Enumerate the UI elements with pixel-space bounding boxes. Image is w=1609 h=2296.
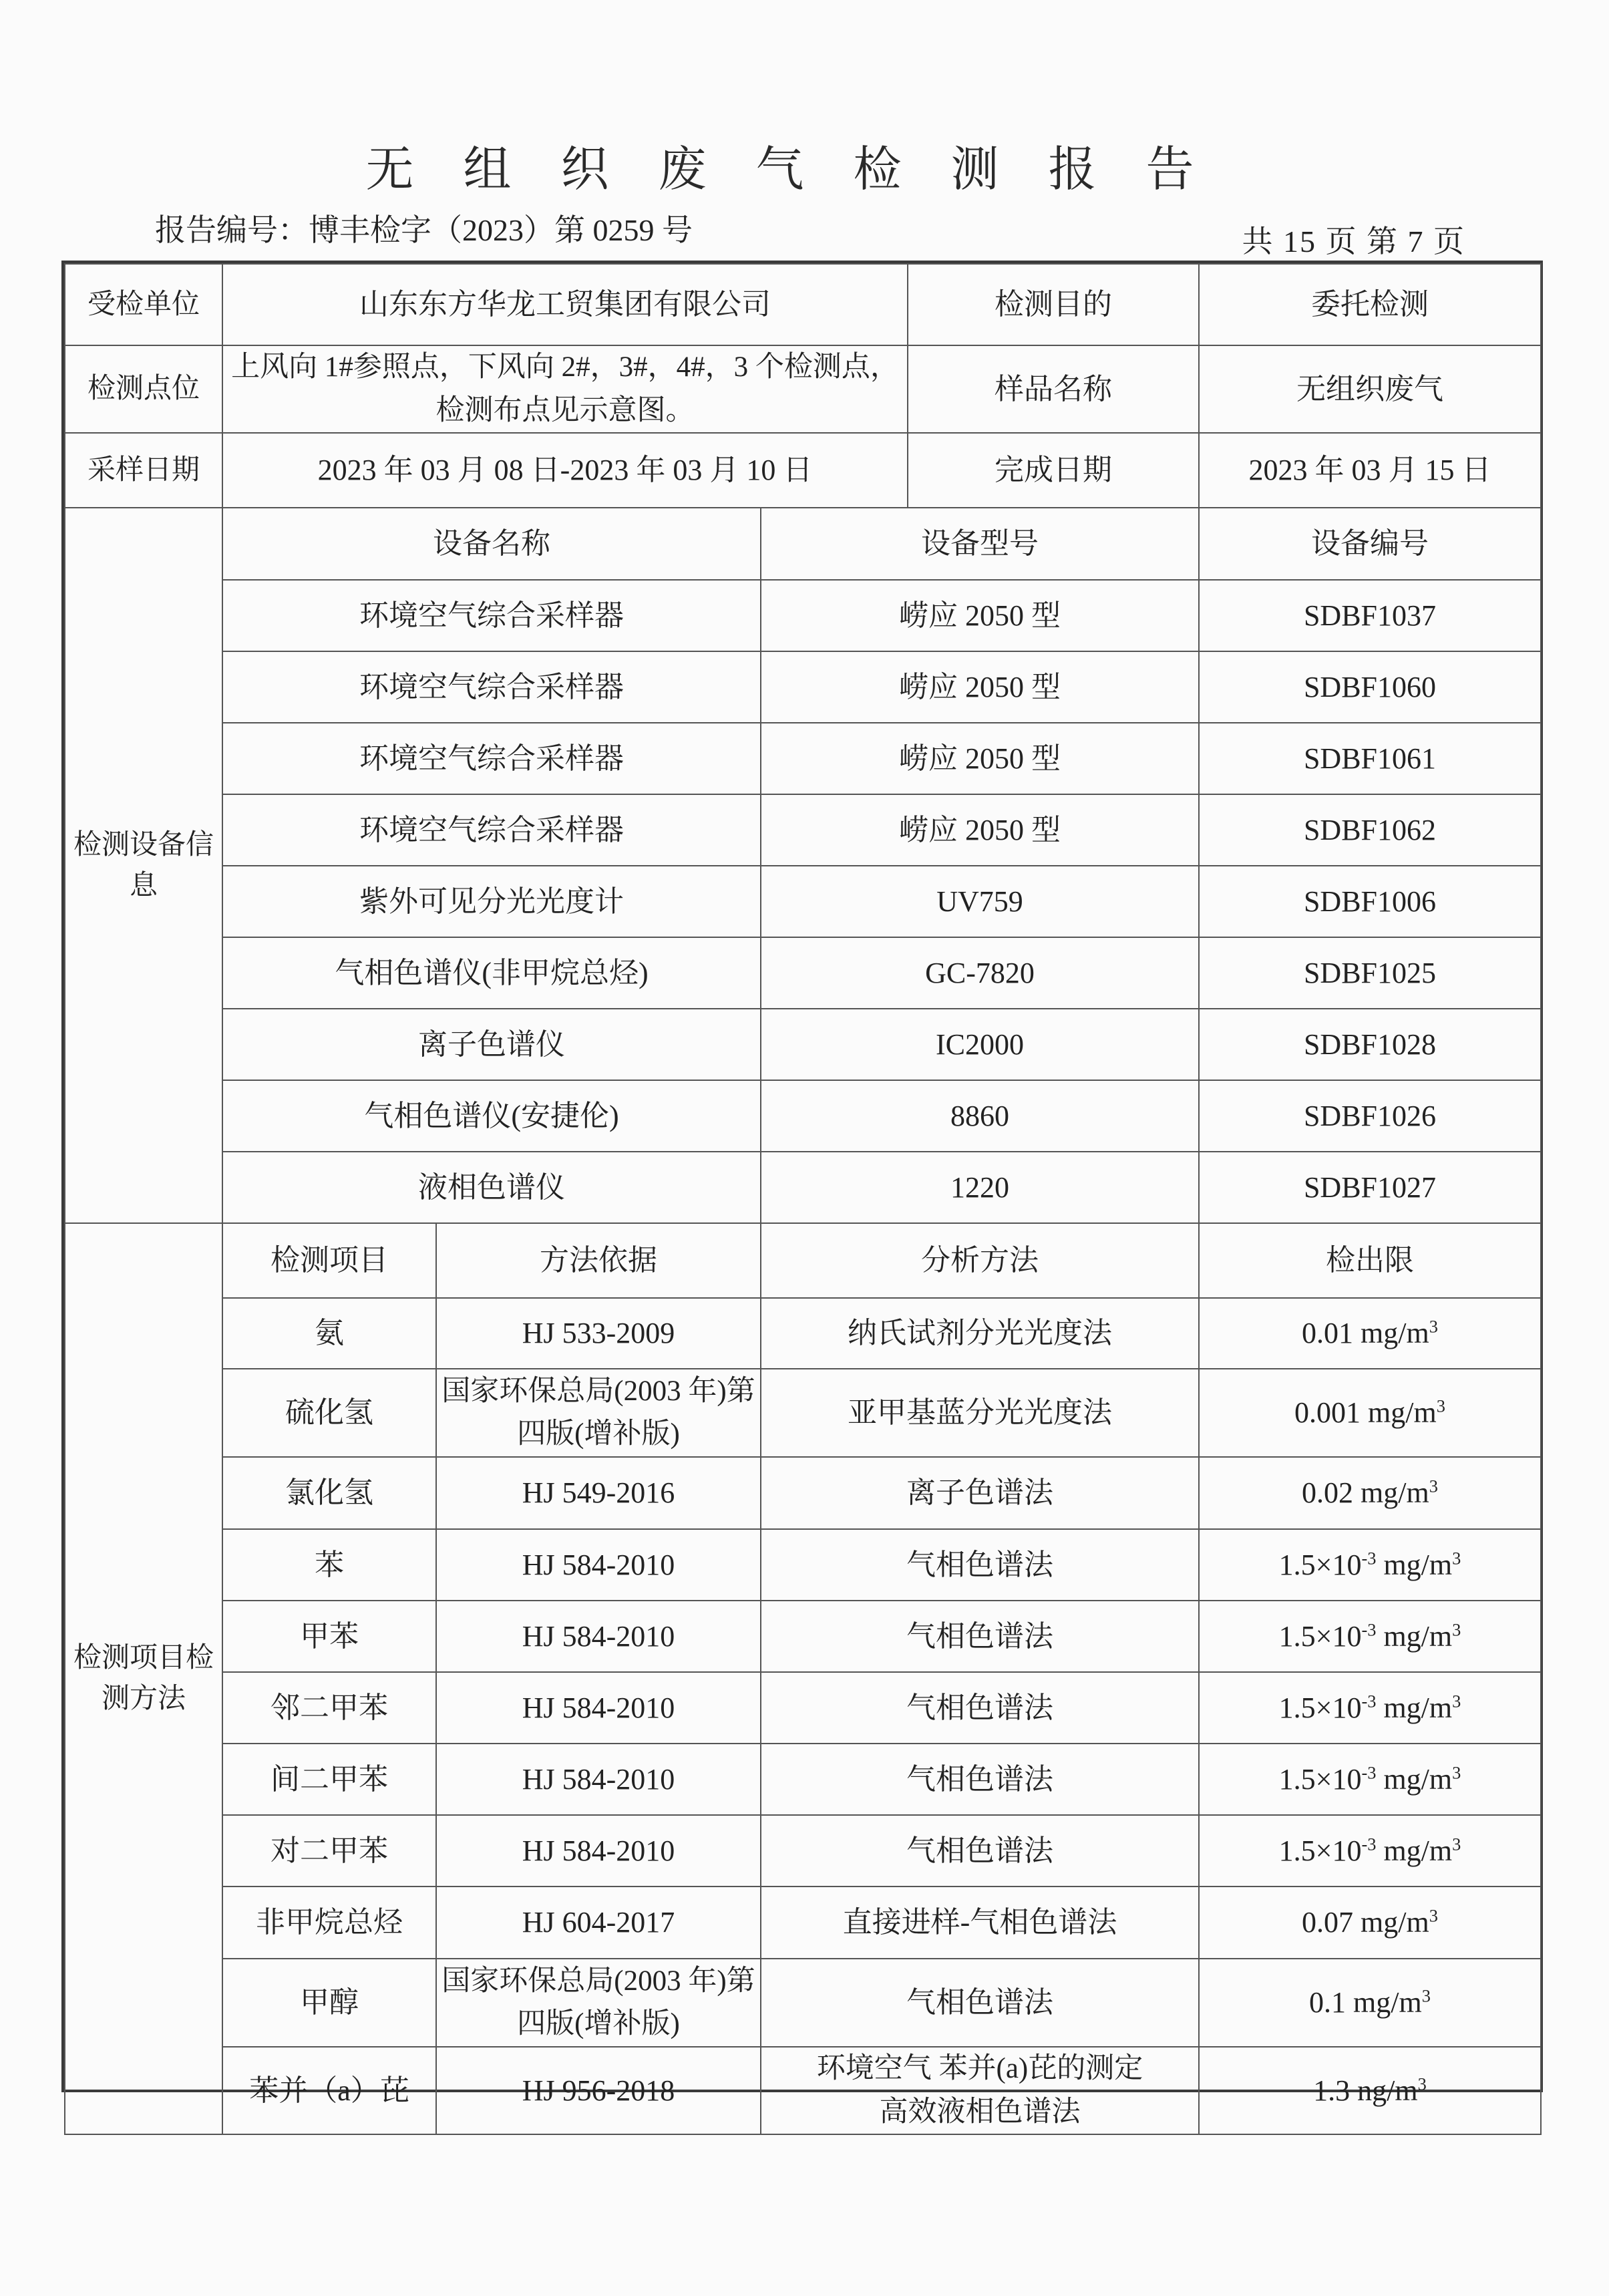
equipment-model: IC2000 bbox=[761, 1009, 1199, 1080]
equipment-model: 崂应 2050 型 bbox=[761, 651, 1199, 723]
equipment-name: 液相色谱仪 bbox=[222, 1152, 761, 1223]
methods-row bbox=[65, 1959, 1541, 2047]
methods-header-limit: 检出限 bbox=[1199, 1223, 1541, 1298]
method-limit: 0.1 $mg/m^3$ bbox=[1199, 1959, 1541, 2047]
method-limit: $1.5\times 10^{-3}$ $mg/m^3$ bbox=[1199, 1529, 1541, 1601]
methods-row bbox=[65, 1298, 1541, 1369]
unit-value: 山东东方华龙工贸集团有限公司 bbox=[222, 264, 908, 345]
method-analysis: 环境空气 苯并(a)芘的测定高效液相色谱法 bbox=[761, 2047, 1199, 2134]
method-analysis: 亚甲基蓝分光光度法 bbox=[761, 1369, 1199, 1457]
methods-row bbox=[65, 1457, 1541, 1529]
info-row-point bbox=[65, 345, 1541, 433]
method-item: 间二甲苯 bbox=[222, 1744, 436, 1815]
equipment-model: 1220 bbox=[761, 1152, 1199, 1223]
method-analysis: 气相色谱法 bbox=[761, 1601, 1199, 1672]
equipment-header-code: 设备编号 bbox=[1199, 508, 1541, 580]
equipment-row bbox=[65, 937, 1541, 1009]
methods-row bbox=[65, 1529, 1541, 1601]
equipment-row bbox=[65, 580, 1541, 651]
equipment-header-model: 设备型号 bbox=[761, 508, 1199, 580]
method-basis: 国家环保总局(2003 年)第四版(增补版) bbox=[436, 1959, 761, 2047]
methods-row bbox=[65, 1744, 1541, 1815]
equipment-row bbox=[65, 1009, 1541, 1080]
method-basis: HJ 584-2010 bbox=[436, 1672, 761, 1744]
equipment-section-label: 检测设备信息 bbox=[65, 508, 222, 1223]
method-basis: HJ 584-2010 bbox=[436, 1815, 761, 1887]
equipment-code: SDBF1026 bbox=[1199, 1080, 1541, 1152]
point-value: 上风向 1#参照点，下风向 2#，3#，4#，3 个检测点，检测布点见示意图。 bbox=[222, 345, 908, 433]
methods-header-row bbox=[65, 1223, 1541, 1298]
methods-header-basis: 方法依据 bbox=[436, 1223, 761, 1298]
method-basis: HJ 584-2010 bbox=[436, 1601, 761, 1672]
method-analysis: 气相色谱法 bbox=[761, 1959, 1199, 2047]
equipment-code: SDBF1027 bbox=[1199, 1152, 1541, 1223]
method-limit: 0.07 $mg/m^3$ bbox=[1199, 1887, 1541, 1959]
method-item: 非甲烷总烃 bbox=[222, 1887, 436, 1959]
equipment-code: SDBF1061 bbox=[1199, 723, 1541, 794]
method-basis: HJ 584-2010 bbox=[436, 1529, 761, 1601]
equipment-row bbox=[65, 866, 1541, 937]
methods-row bbox=[65, 1369, 1541, 1457]
report-title: 无组织废气检测报告 bbox=[365, 141, 1244, 197]
equipment-row bbox=[65, 1080, 1541, 1152]
method-limit: $1.5\times 10^{-3}$ $mg/m^3$ bbox=[1199, 1672, 1541, 1744]
info-row-date bbox=[65, 433, 1541, 508]
method-item: 氯化氢 bbox=[222, 1457, 436, 1529]
method-limit: $1.5\times 10^{-3}$ $mg/m^3$ bbox=[1199, 1744, 1541, 1815]
equipment-name: 气相色谱仪(安捷伦) bbox=[222, 1080, 761, 1152]
method-analysis: 直接进样-气相色谱法 bbox=[761, 1887, 1199, 1959]
method-limit: 0.02 $mg/m^3$ bbox=[1199, 1457, 1541, 1529]
method-basis: HJ 549-2016 bbox=[436, 1457, 761, 1529]
method-limit: 0.01 $mg/m^3$ bbox=[1199, 1298, 1541, 1369]
method-item: 对二甲苯 bbox=[222, 1815, 436, 1887]
equipment-header-name: 设备名称 bbox=[222, 508, 761, 580]
methods-header-item: 检测项目 bbox=[222, 1223, 436, 1298]
equipment-code: SDBF1006 bbox=[1199, 866, 1541, 937]
sample-label: 样品名称 bbox=[908, 345, 1199, 433]
method-limit: $1.5\times 10^{-3}$ $mg/m^3$ bbox=[1199, 1815, 1541, 1887]
equipment-code: SDBF1025 bbox=[1199, 937, 1541, 1009]
method-item: 甲苯 bbox=[222, 1601, 436, 1672]
method-limit: 1.3 $ng/m^3$ bbox=[1199, 2047, 1541, 2134]
methods-row bbox=[65, 1672, 1541, 1744]
method-item: 苯 bbox=[222, 1529, 436, 1601]
finish-value: 2023 年 03 月 15 日 bbox=[1199, 433, 1541, 508]
method-basis: HJ 956-2018 bbox=[436, 2047, 761, 2134]
equipment-name: 环境空气综合采样器 bbox=[222, 580, 761, 651]
equipment-model: 8860 bbox=[761, 1080, 1199, 1152]
equipment-name: 环境空气综合采样器 bbox=[222, 794, 761, 866]
equipment-model: 崂应 2050 型 bbox=[761, 580, 1199, 651]
equipment-model: GC-7820 bbox=[761, 937, 1199, 1009]
methods-header-method: 分析方法 bbox=[761, 1223, 1199, 1298]
unit-label: 受检单位 bbox=[65, 264, 222, 345]
method-analysis: 气相色谱法 bbox=[761, 1672, 1199, 1744]
info-row-unit bbox=[65, 264, 1541, 345]
equipment-name: 紫外可见分光光度计 bbox=[222, 866, 761, 937]
equipment-code: SDBF1028 bbox=[1199, 1009, 1541, 1080]
methods-row bbox=[65, 1601, 1541, 1672]
report-table bbox=[64, 263, 1542, 2135]
method-item: 苯并（a）芘 bbox=[222, 2047, 436, 2134]
methods-row bbox=[65, 2047, 1541, 2134]
method-analysis: 纳氏试剂分光光度法 bbox=[761, 1298, 1199, 1369]
equipment-row bbox=[65, 1152, 1541, 1223]
equipment-name: 离子色谱仪 bbox=[222, 1009, 761, 1080]
equipment-row bbox=[65, 723, 1541, 794]
method-analysis: 气相色谱法 bbox=[761, 1529, 1199, 1601]
method-basis: HJ 584-2010 bbox=[436, 1744, 761, 1815]
method-basis: HJ 604-2017 bbox=[436, 1887, 761, 1959]
date-value: 2023 年 03 月 08 日-2023 年 03 月 10 日 bbox=[222, 433, 908, 508]
report-number: 报告编号：博丰检字（2023）第 0259 号 bbox=[155, 213, 693, 247]
equipment-code: SDBF1062 bbox=[1199, 794, 1541, 866]
equipment-code: SDBF1060 bbox=[1199, 651, 1541, 723]
method-limit: 0.001 $mg/m^3$ bbox=[1199, 1369, 1541, 1457]
page-indicator: 共 15 页 第 7 页 bbox=[1242, 224, 1465, 259]
finish-label: 完成日期 bbox=[908, 433, 1199, 508]
methods-row bbox=[65, 1887, 1541, 1959]
equipment-row bbox=[65, 794, 1541, 866]
equipment-name: 环境空气综合采样器 bbox=[222, 651, 761, 723]
equipment-model: UV759 bbox=[761, 866, 1199, 937]
equipment-header-row bbox=[65, 508, 1541, 580]
sample-value: 无组织废气 bbox=[1199, 345, 1541, 433]
method-basis: 国家环保总局(2003 年)第四版(增补版) bbox=[436, 1369, 761, 1457]
methods-section-label: 检测项目检测方法 bbox=[65, 1223, 222, 2134]
method-item: 邻二甲苯 bbox=[222, 1672, 436, 1744]
equipment-row bbox=[65, 651, 1541, 723]
method-analysis: 气相色谱法 bbox=[761, 1744, 1199, 1815]
purpose-value: 委托检测 bbox=[1199, 264, 1541, 345]
method-item: 硫化氢 bbox=[222, 1369, 436, 1457]
method-analysis: 离子色谱法 bbox=[761, 1457, 1199, 1529]
date-label: 采样日期 bbox=[65, 433, 222, 508]
method-basis: HJ 533-2009 bbox=[436, 1298, 761, 1369]
methods-row bbox=[65, 1815, 1541, 1887]
equipment-name: 气相色谱仪(非甲烷总烃) bbox=[222, 937, 761, 1009]
equipment-code: SDBF1037 bbox=[1199, 580, 1541, 651]
method-limit: $1.5\times 10^{-3}$ $mg/m^3$ bbox=[1199, 1601, 1541, 1672]
method-item: 甲醇 bbox=[222, 1959, 436, 2047]
method-analysis: 气相色谱法 bbox=[761, 1815, 1199, 1887]
equipment-model: 崂应 2050 型 bbox=[761, 723, 1199, 794]
purpose-label: 检测目的 bbox=[908, 264, 1199, 345]
point-label: 检测点位 bbox=[65, 345, 222, 433]
equipment-name: 环境空气综合采样器 bbox=[222, 723, 761, 794]
equipment-model: 崂应 2050 型 bbox=[761, 794, 1199, 866]
method-item: 氨 bbox=[222, 1298, 436, 1369]
